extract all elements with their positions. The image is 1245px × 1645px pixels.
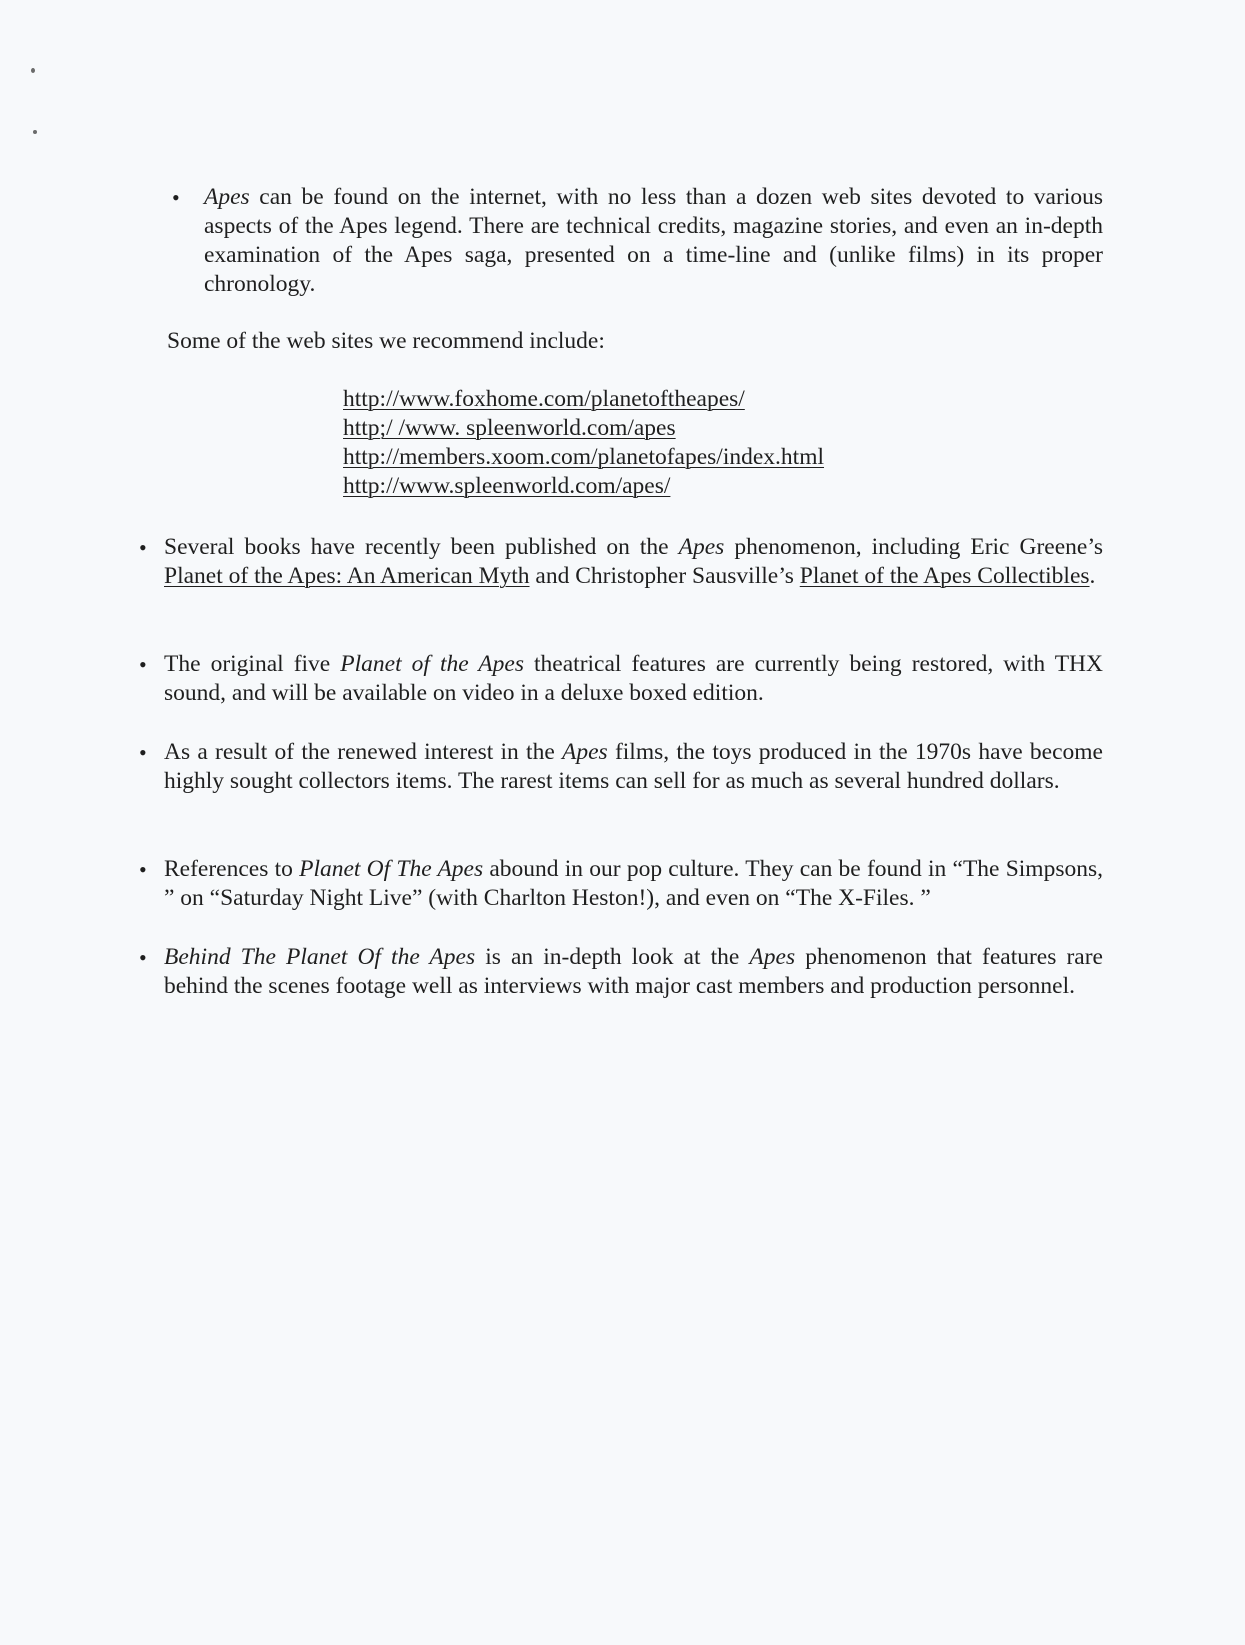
paragraph-text: References to: [164, 856, 300, 882]
paragraph-text: is an in-depth look at the: [475, 944, 750, 970]
web-link[interactable]: http://www.spleenworld.com/apes/: [343, 473, 671, 499]
italic-title: Apes: [562, 739, 608, 765]
link-list: [343, 385, 824, 501]
paragraph-text: films, the toys produced in the 1970s have become highly sought collectors items. The rarest items can sell for as much as several hundred dollars.: [164, 739, 1103, 794]
bullet-marker: •: [139, 535, 147, 560]
italic-title: Apes: [678, 534, 725, 560]
pop-culture-paragraph: [164, 855, 1103, 913]
bullet-marker: •: [172, 185, 180, 210]
italic-title: Behind The Planet Of the Apes: [164, 944, 476, 970]
paragraph-text: Several books have recently been published on the: [164, 534, 679, 560]
italic-title: Apes: [749, 944, 796, 970]
paragraph-text: abound in our pop culture. They can be found in “The Simpsons, ” on “Saturday Night Live” (with Charlton Heston!), and even on “The X-Files. ”: [164, 856, 1104, 911]
bullet-marker: •: [139, 857, 147, 882]
paragraph-text: phenomenon, including Eric Greene’s: [724, 534, 1104, 560]
book-title: Planet of the Apes: An American Myth: [164, 563, 530, 589]
toys-paragraph: [164, 738, 1103, 796]
paragraph-text: The original five: [164, 651, 341, 677]
scan-speck: [33, 130, 37, 134]
web-link[interactable]: http://www.foxhome.com/planetoftheapes/: [343, 386, 745, 412]
recommend-label: Some of the web sites we recommend include:: [167, 328, 605, 354]
web-link[interactable]: http://members.xoom.com/planetofapes/index.html: [343, 444, 825, 470]
paragraph-text: phenomenon that features rare behind the scenes footage well as interviews with major cast members and production personnel.: [164, 944, 1103, 999]
bullet-marker: •: [139, 945, 147, 970]
italic-title: Planet of the Apes: [340, 651, 524, 677]
bullet-marker: •: [139, 652, 147, 677]
italic-title: Apes: [204, 184, 250, 210]
paragraph-text: can be found on the internet, with no less than a dozen web sites devoted to various aspects of the Apes legend. There are technical credits, magazine stories, and even an in-depth examination of the Apes saga, presented on a time-line and (unlike films) in its proper chronology.: [204, 184, 1103, 297]
paragraph-text: As a result of the renewed interest in the: [164, 739, 563, 765]
book-title: Planet of the Apes Collectibles: [799, 563, 1090, 589]
books-paragraph: [164, 533, 1103, 591]
paragraph-text: and Christopher Sausville’s: [529, 563, 800, 589]
italic-title: Planet Of The Apes: [299, 856, 484, 882]
paragraph-text: theatrical features are currently being restored, with THX sound, and will be available on video in a deluxe boxed edition.: [164, 651, 1103, 706]
web-link[interactable]: http;/ /www. spleenworld.com/apes: [343, 415, 676, 441]
intro-paragraph: [204, 183, 1103, 299]
documentary-paragraph: [164, 943, 1103, 1001]
scan-speck: [31, 68, 35, 73]
bullet-marker: •: [139, 740, 147, 765]
restoration-paragraph: [164, 650, 1103, 708]
paragraph-text: .: [1089, 563, 1096, 589]
